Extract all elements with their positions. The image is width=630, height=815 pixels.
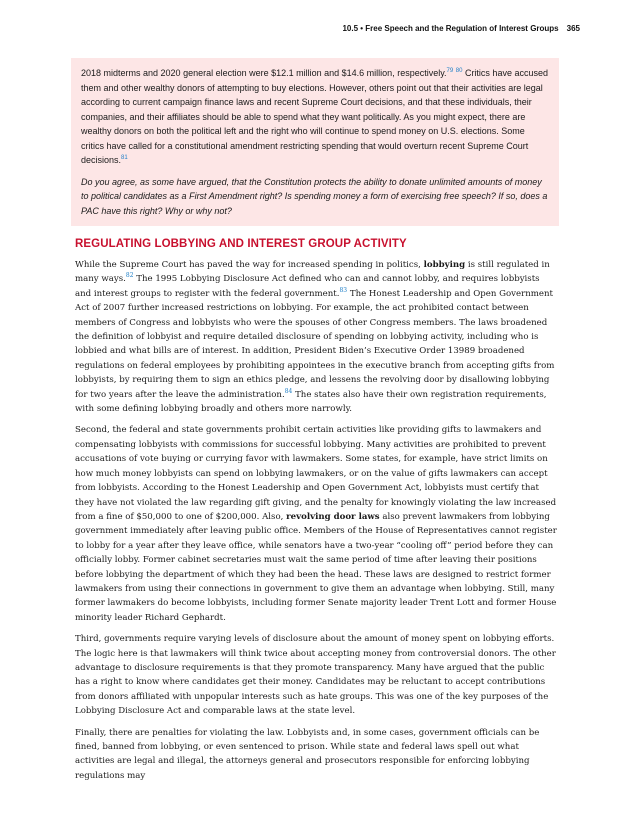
key-term-lobbying: lobbying [423, 260, 466, 270]
footnote-ref-82[interactable]: 82 [125, 272, 134, 280]
running-header [342, 24, 580, 33]
key-term-revolving-door-laws: revolving door laws [286, 511, 380, 522]
footnote-ref-84[interactable]: 84 [284, 387, 293, 395]
footnote-ref-79[interactable]: 79 [446, 68, 454, 74]
callout-text: 2018 midterms and 2020 general election were $12.1 million and $14.6 million, respectively. [81, 68, 447, 78]
callout-paragraph [81, 66, 549, 168]
paragraph-text: The 1995 Lobbying Disclosure Act defined who can and cannot lobby, and requires lobbyists and interest groups to register with the federal government. [75, 274, 540, 299]
feature-callout-box [71, 58, 559, 226]
footnote-ref-83[interactable]: 83 [339, 286, 348, 294]
footnote-ref-80[interactable]: 80 [455, 68, 463, 74]
paragraph-4: Finally, there are penalties for violating the law. Lobbyists and, in some cases, government officials can be fined, banned from lobbying, or even sentenced to prison. While state and federal laws spell out what activities are legal and illegal, the attorneys general and prosecutors responsible for enforcing lobbying regulations may [75, 727, 540, 781]
paragraph-text: The Honest Leadership and Open Government Act of 2007 further increased restrictions on lobbying. For example, the act prohibited contact between members of Congress and lobbyists who were the spouses of other Congress members. The laws broadened the definition of lobbyist and require detailed disclosure of spending on lobbying activity, including who is lobbied and what bills are of interest. In addition, President Biden’s Executive Order 13989 broadened regulations on federal employees by prohibiting appointees in the executive branch from accepting gifts from lobbyists, by requiring them to sign an ethics pledge, and lessens the revolving door by disallowing lobbying for two years after the leave the administration. [75, 288, 555, 400]
callout-text: Critics have accused them and other wealthy donors of attempting to buy elections. However, others point out that their activities are legal according to current campaign finance laws and recent Supreme Court decisions, and that these individuals, their companies, and their affiliates should be able to spend what they want politically. As you might expect, there are wealthy donors on both the political left and the right who will continue to spend money on U.S. elections. Some critics have called for a constitutional amendment restricting spending that would overturn recent Supreme Court decisions. [81, 68, 548, 165]
paragraph-text: is still regulated in many ways. [75, 260, 550, 285]
paragraph-text: While the Supreme Court has paved the way for increased spending in politics, [75, 260, 424, 270]
paragraph-text: The states also have their own registration requirements, with some defining lobbying broadly and others more narrowly. [75, 389, 547, 415]
paragraph-text: also prevent lawmakers from lobbying government immediately after leaving public office. Members of the House of Representatives cannot register to lobby for a year after they leave office, while senators have a two-year “cooling off” period before they can officially lobby. Former cabinet secretaries must wait the same period of time after leaving their positions before lobbying the department of which they had been the head. These laws are designed to restrict former lawmakers from using their connections in government to give them an advantage when lobbying. Still, many former lawmakers do become lobbyists, including former Senate majority leader Trent Lott and former House minority leader Richard Gephardt. [75, 511, 557, 623]
paragraph-1 [75, 258, 558, 416]
footnote-ref-81[interactable]: 81 [121, 155, 128, 161]
running-title: 10.5 • Free Speech and the Regulation of Interest Groups [342, 24, 559, 33]
callout-question: Do you agree, as some have argued, that the Constitution protects the ability to donate unlimited amounts of money to political candidates as a First Amendment right? Is spending money a form of exercising free speech? If so, does a PAC have this right? Why or why not? [81, 176, 548, 216]
paragraph-text: Second, the federal and state governments prohibit certain activities like providing gifts to lawmakers and compensating lobbyists with commissions for successful lobbying. Many activities are prohibited to prevent accusations of vote buying or currying favor with lawmakers. Some states, for example, have strict limits on how much money lobbyists can spend on lobbying lawmakers, or on the value of gifts lawmakers can accept from lobbyists. According to the Honest Leadership and Open Government Act, lobbyists must certify that they have not violated the law regarding gift giving, and the penalty for knowingly violating the law increased from a fine of $50,000 to one of $200,000. Also, [75, 425, 557, 522]
body-text [75, 258, 558, 790]
section-heading: REGULATING LOBBYING AND INTEREST GROUP ACTIVITY [75, 238, 407, 250]
page-number: 365 [566, 24, 580, 33]
paragraph-3: Third, governments require varying levels of disclosure about the amount of money spent on lobbying efforts. The logic here is that lawmakers will think twice about accepting money from controversial donors. The other advantage to disclosure requirements is that they promote transparency. Many have argued that the public has a right to know where candidates get their money. Candidates may be reluctant to accept contributions from donors affiliated with unpopular interests such as hate groups. This was one of the key purposes of the Lobbying Disclosure Act and comparable laws at the state level. [75, 634, 556, 717]
paragraph-2 [75, 423, 558, 625]
